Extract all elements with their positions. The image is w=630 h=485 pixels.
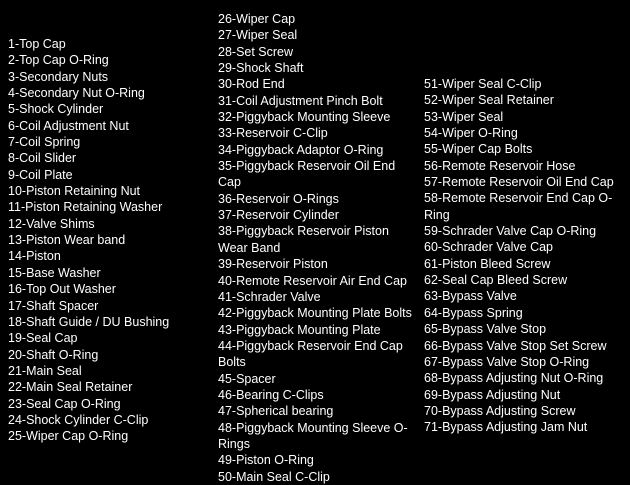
list-item: 40-Remote Reservoir Air End Cap	[218, 273, 407, 288]
list-item: 5-Shock Cylinder	[8, 102, 104, 117]
list-item: 10-Piston Retaining Nut	[8, 184, 141, 199]
list-item: 29-Shock Shaft	[218, 61, 304, 76]
list-item: 19-Seal Cap	[8, 331, 78, 346]
parts-column-2	[218, 11, 414, 485]
list-item: 24-Shock Cylinder C-Clip	[8, 412, 149, 427]
list-item: 41-Schrader Valve	[218, 289, 321, 304]
list-item: 46-Bearing C-Clips	[218, 387, 324, 402]
list-item: 63-Bypass Valve	[424, 289, 517, 304]
list-item: 35-Piggyback Reservoir Oil End Cap	[218, 159, 396, 190]
list-item: 66-Bypass Valve Stop Set Screw	[424, 338, 607, 353]
list-item: 42-Piggyback Mounting Plate Bolts	[218, 306, 412, 321]
list-item: 8-Coil Slider	[8, 151, 77, 166]
list-item: 53-Wiper Seal	[424, 109, 504, 124]
list-item: 57-Remote Reservoir Oil End Cap	[424, 175, 614, 190]
list-item: 14-Piston	[8, 249, 61, 264]
list-item: 28-Set Screw	[218, 44, 294, 59]
list-item: 58-Remote Reservoir End Cap O-Ring	[424, 191, 613, 222]
list-item: 32-Piggyback Mounting Sleeve	[218, 110, 391, 125]
list-item: 17-Shaft Spacer	[8, 298, 99, 313]
list-item: 31-Coil Adjustment Pinch Bolt	[218, 93, 383, 108]
list-item: 23-Seal Cap O-Ring	[8, 396, 121, 411]
list-item: 55-Wiper Cap Bolts	[424, 142, 533, 157]
list-item: 12-Valve Shims	[8, 216, 95, 231]
list-item: 48-Piggyback Mounting Sleeve O-Rings	[218, 420, 408, 451]
list-item: 59-Schrader Valve Cap O-Ring	[424, 224, 597, 239]
list-item: 45-Spacer	[218, 371, 276, 386]
list-item: 4-Secondary Nut O-Ring	[8, 86, 145, 101]
list-item: 34-Piggyback Adaptor O-Ring	[218, 142, 384, 157]
list-item: 50-Main Seal C-Clip	[218, 469, 330, 484]
list-item: 47-Spherical bearing	[218, 404, 334, 419]
list-item: 64-Bypass Spring	[424, 305, 523, 320]
list-item: 38-Piggyback Reservoir Piston Wear Band	[218, 224, 389, 255]
list-item: 6-Coil Adjustment Nut	[8, 118, 129, 133]
list-item: 44-Piggyback Reservoir End Cap Bolts	[218, 338, 403, 370]
list-item: 9-Coil Plate	[8, 167, 73, 182]
list-item: 43-Piggyback Mounting Plate	[218, 322, 381, 337]
list-item: 51-Wiper Seal C-Clip	[424, 77, 542, 91]
list-item: 27-Wiper Seal	[218, 28, 298, 43]
list-item: 65-Bypass Valve Stop	[424, 322, 547, 337]
list-item: 7-Coil Spring	[8, 135, 81, 150]
list-item: 25-Wiper Cap O-Ring	[8, 429, 129, 444]
list-item: 20-Shaft O-Ring	[8, 347, 99, 362]
list-item: 49-Piston O-Ring	[218, 453, 314, 468]
list-item: 16-Top Out Washer	[8, 282, 116, 297]
list-item: 70-Bypass Adjusting Screw	[424, 403, 576, 418]
list-item: 56-Remote Reservoir Hose	[424, 158, 576, 173]
list-item: 39-Reservoir Piston	[218, 257, 328, 272]
list-item: 33-Reservoir C-Clip	[218, 126, 328, 141]
list-item: 52-Wiper Seal Retainer	[424, 93, 554, 108]
list-item: 2-Top Cap O-Ring	[8, 53, 109, 68]
list-item: 67-Bypass Valve Stop O-Ring	[424, 354, 590, 369]
list-item: 54-Wiper O-Ring	[424, 126, 518, 141]
list-item: 21-Main Seal	[8, 363, 82, 378]
list-item: 30-Rod End	[218, 77, 285, 92]
list-item: 15-Base Washer	[8, 265, 101, 280]
list-item: 18-Shaft Guide / DU Bushing	[8, 314, 170, 329]
list-item: 37-Reservoir Cylinder	[218, 208, 339, 223]
list-item: 68-Bypass Adjusting Nut O-Ring	[424, 371, 604, 386]
list-item: 69-Bypass Adjusting Nut	[424, 387, 561, 402]
list-item: 60-Schrader Valve Cap	[424, 240, 554, 255]
list-item: 22-Main Seal Retainer	[8, 380, 133, 395]
parts-column-3	[424, 76, 624, 436]
list-item: 71-Bypass Adjusting Jam Nut	[424, 420, 588, 435]
list-item: 26-Wiper Cap	[218, 12, 296, 26]
list-item: 36-Reservoir O-Rings	[218, 191, 339, 206]
list-item: 62-Seal Cap Bleed Screw	[424, 273, 568, 288]
parts-column-1	[8, 36, 204, 445]
list-item: 3-Secondary Nuts	[8, 69, 109, 84]
list-item: 1-Top Cap	[8, 37, 66, 51]
list-item: 13-Piston Wear band	[8, 233, 126, 248]
list-item: 11-Piston Retaining Washer	[8, 200, 163, 215]
list-item: 61-Piston Bleed Screw	[424, 256, 551, 271]
